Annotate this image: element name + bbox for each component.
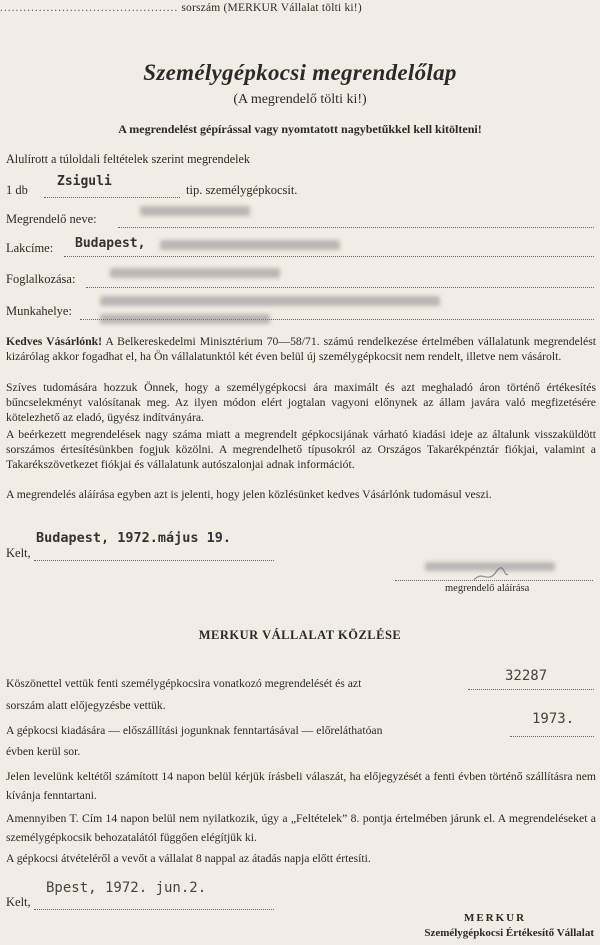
- customer-notice-p3: A beérkezett megrendelések nagy száma miatt a megrendelt gépkocsijának várható kiadási ideje az általunk visszaküldött sorszámos értesítésünkben fogjuk közölni. A megrendelhető típusokról az Országos Takarékpénztár fiókjai, valamint a Takarékszövetkezet fiókjai és vállalatunk autószalonjai adnak információt.: [6, 428, 596, 472]
- footer-company: MERKUR: [463, 912, 527, 924]
- customer-notice-p1: [6, 334, 596, 364]
- merkur-p2: Jelen levelünk keltétől számított 14 napon belül kérjük írásbeli válaszát, ha előjegyzését a fenti évben történő szállításra nem kívánja fenntartani.: [6, 770, 596, 802]
- merkur-line4: évben kerül sor.: [6, 745, 81, 758]
- intro-text: Alulírott a túloldali feltételek szerint megrendelek: [6, 152, 250, 166]
- order-date-line: [34, 559, 274, 561]
- occupation-line: [86, 286, 594, 288]
- workplace-redacted-2: [100, 314, 270, 324]
- footer-company-sub: Személygépkocsi Értékesítő Vállalat: [424, 927, 594, 939]
- form-subtitle: (A megrendelő tölti ki!): [233, 92, 367, 107]
- notice-greeting: Kedves Vásárlónk!: [6, 335, 102, 348]
- serial-number-line: [468, 688, 594, 690]
- customer-notice-p4: A megrendelés aláírása egyben azt is jelenti, hogy jelen közlésünket kedves Vásárlónk tudomásul veszi.: [6, 488, 492, 501]
- serial-number-value[interactable]: 32287: [505, 668, 548, 684]
- serial-dots: ..............................................: [0, 2, 179, 14]
- serial-line: [0, 2, 362, 14]
- car-model-line: [44, 196, 180, 198]
- order-date-value[interactable]: Budapest, 1972.május 19.: [36, 530, 232, 546]
- name-redacted: [140, 206, 250, 216]
- customer-notice-p2: Szíves tudomására hozzuk Önnek, hogy a személygépkocsi ára maximált és azt meghaladó áron történő értékesítés bűncselekményt valósítanak meg. Az ilyen módon elért jogtalan vagyoni előnynek az állam javára való megfizetésére kötelezhető az eladó, ügyész indítványára.: [6, 381, 596, 425]
- name-label: Megrendelő neve:: [6, 212, 97, 226]
- year-value[interactable]: 1973.: [532, 711, 575, 727]
- serial-label: sorszám (MERKUR Vállalat tölti ki!): [181, 2, 362, 14]
- order-kelt-label: Kelt,: [6, 546, 31, 560]
- form-title: Személygépkocsi megrendelőlap: [143, 60, 457, 85]
- merkur-p3: Amennyiben T. Cím 14 napon belül nem nyilatkozik, úgy a „Feltételek” 8. pontja értelmében járunk el. A megrendeléseket a személygépkocsik behozatalától függően elégítjük ki.: [6, 812, 596, 844]
- occupation-label: Foglalkozása:: [6, 272, 76, 286]
- merkur-kelt-label: Kelt,: [6, 895, 31, 909]
- type-suffix: tip. személygépkocsit.: [186, 183, 298, 197]
- merkur-notice-title: MERKUR VÁLLALAT KÖZLÉSE: [198, 628, 402, 642]
- signature-line: [395, 579, 593, 581]
- address-redacted: [160, 240, 340, 250]
- workplace-label: Munkahelye:: [6, 304, 72, 318]
- merkur-date-value[interactable]: Bpest, 1972. jun.2.: [46, 880, 207, 896]
- name-line: [118, 226, 594, 228]
- year-line: [510, 735, 594, 737]
- merkur-line1: Köszönettel vettük fenti személygépkocsira vonatkozó megrendelését és azt: [6, 677, 362, 690]
- merkur-line2: sorszám alatt előjegyzésbe vettük.: [6, 699, 166, 712]
- merkur-date-line: [34, 908, 274, 910]
- address-value[interactable]: Budapest,: [75, 236, 146, 251]
- merkur-p4: A gépkocsi átvételéről a vevőt a vállalat 8 nappal az átadás napja előtt értesíti.: [6, 852, 371, 865]
- merkur-line3: A gépkocsi kiadására — előszállítási jogunknak fenntartásával — előreláthatóan: [6, 724, 383, 737]
- workplace-redacted-1: [100, 296, 440, 306]
- notice-p1-text: A Belkereskedelmi Minisztérium 70—58/71. számú rendelkezése értelmében vállalatunk megrendelést kizárólag akkor fogadhat el, ha Ön vállalatunktól két éven belül új személygépkocsit nem rendelt, illetve nem vásárolt.: [6, 335, 596, 364]
- address-label: Lakcíme:: [6, 241, 54, 255]
- fill-notice: A megrendelést gépírással vagy nyomtatott nagybetűkkel kell kitölteni!: [118, 122, 482, 136]
- occupation-redacted: [110, 268, 280, 278]
- signature-caption: megrendelő aláírása: [445, 583, 530, 594]
- car-model-value[interactable]: Zsiguli: [57, 174, 112, 189]
- quantity-label: 1 db: [6, 183, 28, 197]
- address-line: [64, 255, 594, 257]
